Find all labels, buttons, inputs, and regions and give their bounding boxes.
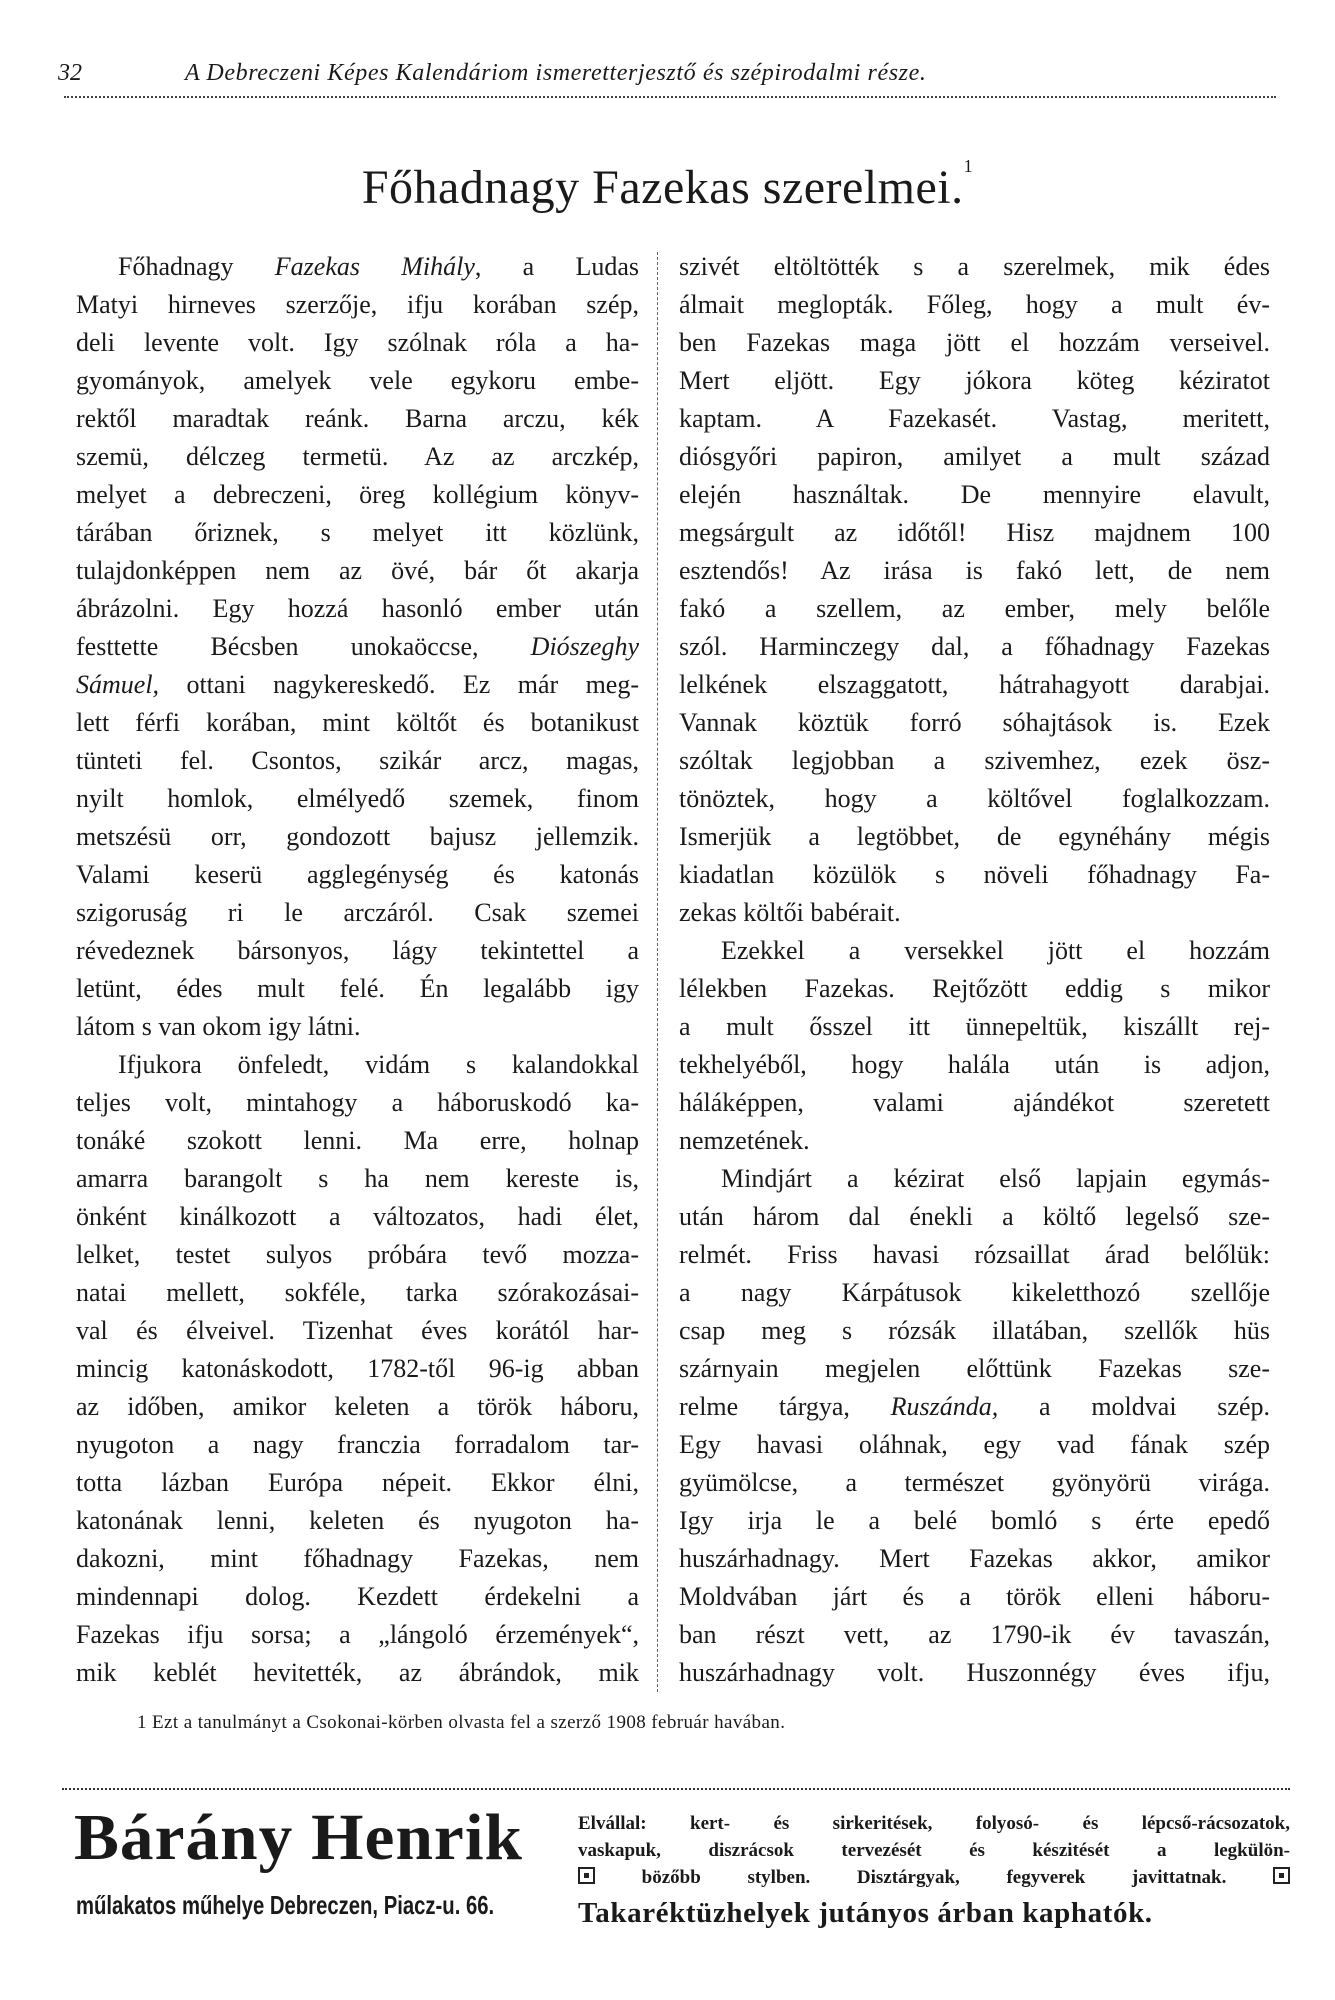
text-line — [76, 932, 639, 970]
text-run: Mindjárt a kézirat első lapjain egymás- — [721, 1164, 1270, 1193]
text-line — [76, 324, 639, 362]
text-run: Moldvában járt és a török elleni háboru- — [679, 1582, 1270, 1611]
ad-headline: Takaréktüzhelyek jutányos árban kaphatók. — [578, 1897, 1153, 1929]
text-run: huszárhadnagy volt. Huszonnégy éves ifju, — [679, 1658, 1270, 1687]
text-run: tünteti fel. Csontos, szikár arcz, magas, — [76, 746, 639, 775]
text-run: megsárgult az időtől! Hisz majdnem 100 — [679, 518, 1270, 547]
text-run: mik keblét hevitették, az ábrándok, mik — [76, 1658, 639, 1687]
ad-line-text: bözőbb stylben. Disztárgyak, fegyverek javittatnak. — [641, 1867, 1227, 1888]
text-run: az időben, amikor keleten a török háboru, — [76, 1392, 639, 1421]
text-line — [76, 362, 639, 400]
text-run: a mult ősszel itt ünnepeltük, kiszállt rej- — [679, 1012, 1270, 1041]
column-divider — [657, 252, 658, 1692]
text-run: Főhadnagy — [118, 252, 275, 281]
text-run: natai mellett, sokféle, tarka szórakozásai- — [76, 1278, 639, 1307]
text-line — [679, 514, 1270, 552]
text-run: nyugoton a nagy franczia forradalom tar- — [76, 1430, 639, 1459]
text-line — [679, 476, 1270, 514]
text-line — [679, 1274, 1270, 1312]
text-line — [679, 286, 1270, 324]
text-line — [679, 1198, 1270, 1236]
text-run: álmait meglopták. Főleg, hogy a mult év- — [679, 290, 1270, 319]
text-line — [76, 514, 639, 552]
text-line — [679, 1502, 1270, 1540]
text-run: tulajdonképpen nem az övé, bár őt akarja — [76, 556, 639, 585]
text-line — [76, 1198, 639, 1236]
text-run: ábrázolni. Egy hozzá hasonló ember után — [76, 594, 639, 623]
italic-name: Fazekas Mihály — [274, 252, 475, 281]
text-run: Fazekas ifju sorsa; a „lángoló érzemények“, — [76, 1620, 639, 1649]
text-line — [76, 1464, 639, 1502]
text-line — [679, 932, 1270, 970]
text-run: festtette Bécsben unokaöccse, — [76, 632, 531, 661]
title-text: Főhadnagy Fazekas szerelmei. — [361, 161, 964, 214]
text-run: elején használtak. De mennyire elavult, — [679, 480, 1270, 509]
text-line — [679, 780, 1270, 818]
text-line — [76, 1160, 639, 1198]
article-title — [0, 156, 1335, 215]
text-run: huszárhadnagy. Mert Fazekas akkor, amikor — [679, 1544, 1270, 1573]
text-line — [679, 1160, 1270, 1198]
text-line — [679, 590, 1270, 628]
text-line — [679, 1046, 1270, 1084]
ad-line-with-ornaments — [578, 1864, 1290, 1891]
text-line — [679, 552, 1270, 590]
text-run: Ismerjük a legtöbbet, de egynéhány mégis — [679, 822, 1270, 851]
text-line — [679, 1540, 1270, 1578]
text-line — [679, 1616, 1270, 1654]
text-line — [76, 1578, 639, 1616]
text-line — [76, 1654, 639, 1692]
text-run: nyilt homlok, elmélyedő szemek, finom — [76, 784, 639, 813]
text-line — [679, 1084, 1270, 1122]
text-run: tárában őriznek, s melyet itt közlünk, — [76, 518, 639, 547]
page-number: 32 — [58, 60, 82, 86]
text-run: ben Fazekas maga jött el hozzám verseivel. — [679, 328, 1270, 357]
text-run: , a Ludas — [474, 252, 639, 281]
text-run: ottani nagykereskedő. Ez már meg- — [159, 670, 639, 699]
text-run: diósgyőri papiron, amilyet a mult század — [679, 442, 1270, 471]
footnote: 1 Ezt a tanulmányt a Csokonai-körben olvasta fel a szerző 1908 február havában. — [137, 1712, 786, 1733]
italic-name: Diószeghy — [530, 632, 639, 661]
text-line — [76, 1502, 639, 1540]
text-line — [679, 1122, 1270, 1160]
text-line — [76, 894, 639, 932]
text-run: Matyi hirneves szerzője, ifju korában szép, — [76, 290, 639, 319]
text-run: háláképpen, valami ajándékot szeretett — [679, 1088, 1270, 1117]
text-line — [76, 1122, 639, 1160]
running-head: A Debreczeni Képes Kalendáriom ismeretterjesztő és szépirodalmi része. — [185, 60, 927, 86]
text-run: nemzetének. — [679, 1126, 810, 1155]
text-run: deli levente volt. Igy szólnak róla a ha- — [76, 328, 639, 357]
text-run: ban részt vett, az 1790-ik év tavaszán, — [679, 1620, 1270, 1649]
text-run: esztendős! Az irása is fakó lett, de nem — [679, 556, 1270, 585]
text-run: metszésü orr, gondozott bajusz jellemzik. — [76, 822, 639, 851]
italic-name: Ruszánda, — [890, 1392, 999, 1421]
text-line — [679, 438, 1270, 476]
ad-line: Elvállal: kert- és sirkeritések, folyosó- és lépcső-rácsozatok, — [578, 1813, 1290, 1834]
text-line — [679, 362, 1270, 400]
text-run: Ezekkel a versekkel jött el hozzám — [721, 936, 1270, 965]
text-line — [76, 1274, 639, 1312]
text-run: révedeznek bársonyos, lágy tekintettel a — [76, 936, 639, 965]
text-run: után három dal énekli a költő legelső sze- — [679, 1202, 1270, 1231]
text-run: dakozni, mint főhadnagy Fazekas, nem — [76, 1544, 639, 1573]
text-line — [679, 970, 1270, 1008]
text-line — [76, 552, 639, 590]
text-run: látom s van okom igy látni. — [76, 1012, 361, 1041]
text-run: melyet a debreczeni, öreg kollégium könyv- — [76, 480, 639, 509]
text-run: Ifjukora önfeledt, vidám s kalandokkal — [118, 1050, 639, 1079]
text-line — [679, 324, 1270, 362]
text-line — [76, 742, 639, 780]
text-run: rektől maradtak reánk. Barna arczu, kék — [76, 404, 639, 433]
text-line — [76, 818, 639, 856]
ad-line: vaskapuk, diszrácsok tervezését és készitését a legkülön- — [578, 1840, 1290, 1861]
title-footnote-mark: 1 — [963, 156, 974, 176]
text-line — [76, 400, 639, 438]
text-line — [76, 666, 639, 704]
text-run: katonának lenni, keleten és nyugoton ha- — [76, 1506, 639, 1535]
text-run: fakó a szellem, az ember, mely belőle — [679, 594, 1270, 623]
text-run: lelkének elszaggatott, hátrahagyott darabjai. — [679, 670, 1270, 699]
text-run: teljes volt, mintahogy a háboruskodó ka- — [76, 1088, 639, 1117]
text-run: lett férfi korában, mint költőt és botanikust — [76, 708, 639, 737]
text-run: Mert eljött. Egy jókora köteg kéziratot — [679, 366, 1270, 395]
text-line — [679, 856, 1270, 894]
text-line — [76, 1616, 639, 1654]
text-run: gyümölcse, a természet gyönyörü virága. — [679, 1468, 1270, 1497]
text-run: mindennapi dolog. Kezdett érdekelni a — [76, 1582, 639, 1611]
text-line — [679, 1236, 1270, 1274]
text-run: szigoruság ri le arczáról. Csak szemei — [76, 898, 639, 927]
text-run: lelket, testet sulyos próbára tevő mozza- — [76, 1240, 639, 1269]
text-line — [76, 248, 639, 286]
text-line — [679, 1388, 1270, 1426]
text-run: tekhelyéből, hogy halála után is adjon, — [679, 1050, 1270, 1079]
text-run: totta lázban Európa népeit. Ekkor élni, — [76, 1468, 639, 1497]
text-line — [76, 1236, 639, 1274]
advertiser-address: műlakatos műhelye Debreczen, Piacz-u. 66. — [76, 1890, 495, 1920]
text-line — [76, 1312, 639, 1350]
text-run: a nagy Kárpátusok kikeletthozó szellője — [679, 1278, 1270, 1307]
text-run: Valami keserü agglegénység és katonás — [76, 860, 639, 889]
italic-name: Sámuel, — [76, 670, 160, 699]
text-run: lélekben Fazekas. Rejtőzött eddig s mikor — [679, 974, 1270, 1003]
advertisement-text — [578, 1810, 1290, 1933]
text-run: relme tárgya, — [679, 1392, 891, 1421]
left-column — [76, 248, 639, 1692]
text-line — [679, 894, 1270, 932]
text-run: kaptam. A Fazekasét. Vastag, meritett, — [679, 404, 1270, 433]
text-line — [76, 970, 639, 1008]
text-line — [76, 628, 639, 666]
text-line — [679, 1350, 1270, 1388]
text-run: relmét. Friss havasi rózsaillat árad belőlük: — [679, 1240, 1270, 1269]
text-run: Igy irja le a belé bomló s érte epedő — [679, 1506, 1270, 1535]
text-line — [76, 1008, 639, 1046]
text-run: a moldvai szép. — [998, 1392, 1270, 1421]
text-line — [76, 438, 639, 476]
square-ornament-icon — [578, 1867, 595, 1884]
text-run: tönöztek, hogy a költővel foglalkozzam. — [679, 784, 1270, 813]
text-line — [679, 1426, 1270, 1464]
text-line — [76, 780, 639, 818]
text-run: kiadatlan közülök s növeli főhadnagy Fa- — [679, 860, 1270, 889]
text-line — [76, 856, 639, 894]
text-line — [679, 666, 1270, 704]
advertiser-name: Bárány Henrik — [74, 1801, 524, 1874]
text-run: tonáké szokott lenni. Ma erre, holnap — [76, 1126, 639, 1155]
text-run: amarra barangolt s ha nem kereste is, — [76, 1164, 639, 1193]
text-line — [679, 742, 1270, 780]
text-line — [679, 1464, 1270, 1502]
text-line — [679, 248, 1270, 286]
text-line — [76, 704, 639, 742]
square-ornament-icon — [1273, 1867, 1290, 1884]
text-run: csap meg s rózsák illatában, szellők hüs — [679, 1316, 1270, 1345]
advertisement-rule — [62, 1788, 1290, 1790]
header-rule — [64, 96, 1276, 98]
text-line — [679, 1312, 1270, 1350]
text-run: szivét eltöltötték s a szerelmek, mik édes — [679, 252, 1270, 281]
text-run: szárnyain megjelen előttünk Fazekas sze- — [679, 1354, 1270, 1383]
text-line — [76, 1426, 639, 1464]
text-line — [679, 628, 1270, 666]
text-line — [76, 1046, 639, 1084]
text-run: zekas költői babérait. — [679, 898, 901, 927]
text-line — [76, 590, 639, 628]
text-run: önként kinálkozott a változatos, hadi élet, — [76, 1202, 639, 1231]
text-run: szól. Harminczegy dal, a főhadnagy Fazekas — [679, 632, 1270, 661]
text-run: Egy havasi oláhnak, egy vad fának szép — [679, 1430, 1270, 1459]
text-line — [76, 476, 639, 514]
text-run: gyományok, amelyek vele egykoru embe- — [76, 366, 639, 395]
text-run: val és élveivel. Tizenhat éves korától har- — [76, 1316, 639, 1345]
text-run: letünt, édes mult felé. Én legalább igy — [76, 974, 639, 1003]
text-line — [76, 1084, 639, 1122]
text-run: szóltak legjobban a szivemhez, ezek ösz- — [679, 746, 1270, 775]
text-run: Vannak köztük forró sóhajtások is. Ezek — [679, 708, 1270, 737]
text-run: szemü, délczeg termetü. Az az arczkép, — [76, 442, 639, 471]
right-column — [679, 248, 1270, 1692]
text-line — [76, 286, 639, 324]
text-line — [679, 818, 1270, 856]
text-line — [679, 1008, 1270, 1046]
text-line — [679, 1578, 1270, 1616]
text-line — [679, 1654, 1270, 1692]
text-line — [76, 1540, 639, 1578]
text-line — [76, 1350, 639, 1388]
text-line — [679, 400, 1270, 438]
text-run: mincig katonáskodott, 1782-től 96-ig abban — [76, 1354, 639, 1383]
text-line — [679, 704, 1270, 742]
text-line — [76, 1388, 639, 1426]
